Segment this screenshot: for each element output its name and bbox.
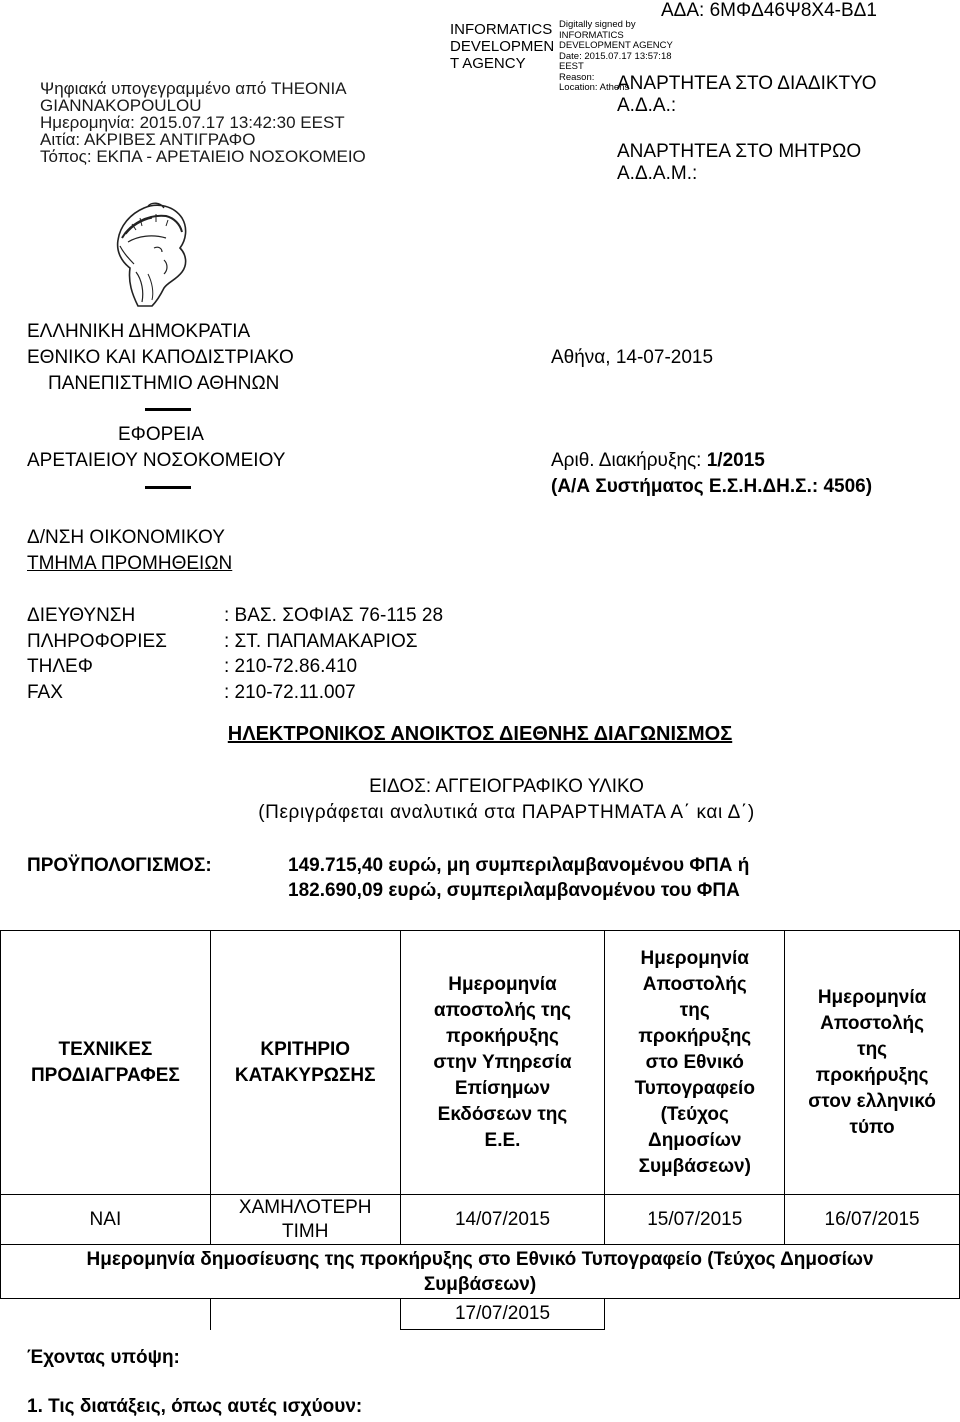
contact-value: : 210-72.11.007: [224, 681, 356, 703]
contact-value: : 210-72.86.410: [224, 656, 358, 677]
contact-value: : ΣΤ. ΠΑΠΑΜΑΚΑΡΙΟΣ: [224, 630, 418, 652]
org-line: ΑΡΕΤΑΙΕΙΟΥ ΝΟΣΟΚΟΜΕΙΟΥ: [27, 450, 286, 471]
contact-label: ΠΛΗΡΟΦΟΡΙΕΣ: [27, 630, 167, 652]
contact-label: ΔΙΕΥΘΥΝΣΗ: [27, 605, 136, 626]
empty-cell: [210, 1299, 400, 1330]
agency-block: [450, 21, 554, 72]
web-posting-code: Α.Δ.Α.:: [617, 95, 677, 116]
signature-line: Αιτία: ΑΚΡΙΒΕΣ ΑΝΤΙΓΡΑΦΟ: [40, 130, 256, 149]
budget-net: 149.715,40 ευρώ, μη συμπεριλαμβανομένου ΦΠΑ ή: [288, 855, 750, 876]
table-header-row: [1, 931, 960, 1195]
digital-line: Date: 2015.07.17 13:57:18: [559, 50, 672, 62]
department: Δ/ΝΣΗ ΟΙΚΟΝΟΜΙΚΟΥ: [27, 527, 225, 548]
university-emblem-icon: [108, 202, 194, 308]
agency-line: INFORMATICS: [450, 21, 553, 38]
table-row: [1, 1245, 960, 1299]
agency-line: T AGENCY: [450, 55, 526, 72]
cell-greek-press-date: 16/07/2015: [785, 1195, 960, 1245]
header-award-criterion: ΚΡΙΤΗΡΙΟ ΚΑΤΑΚΥΡΩΣΗΣ: [210, 931, 400, 1195]
department-section: ΤΜΗΜΑ ΠΡΟΜΗΘΕΙΩΝ: [27, 553, 233, 574]
empty-cell: [605, 1299, 785, 1330]
signature-left: [40, 80, 366, 165]
dates-table: [0, 930, 960, 1330]
budget-gross: 182.690,09 ευρώ, συμπεριλαμβανομένου του ΦΠΑ: [288, 880, 740, 901]
digital-line: EEST: [559, 61, 584, 72]
system-number: (Α/Α Συστήματος Ε.Σ.Η.ΔΗ.Σ.: 4506): [551, 476, 873, 497]
declaration-label: Αριθ. Διακήρυξης:: [551, 450, 707, 471]
digital-line: INFORMATICS: [559, 29, 624, 41]
agency-line: DEVELOPMEN: [450, 38, 555, 55]
org-line: ΠΑΝΕΠΙΣΤΗΜΙΟ ΑΘΗΝΩΝ: [48, 373, 280, 394]
header-greek-press-date: Ημερομηνία Αποστολής της προκήρυξης στον ελληνικό τύπο: [785, 931, 960, 1195]
header-technical-specs: ΤΕΧΝΙΚΕΣ ΠΡΟΔΙΑΓΡΑΦΕΣ: [1, 931, 211, 1195]
signature-line: Ημερομηνία: 2015.07.17 13:42:30 EEST: [40, 113, 345, 132]
header-eu-journal-date: Ημερομηνία αποστολής της προκήρυξης στην Υπηρεσία Επίσημων Εκδόσεων της Ε.Ε.: [400, 931, 605, 1195]
cell-national-printing-date: 15/07/2015: [605, 1195, 785, 1245]
cell-technical-specs: ΝΑΙ: [1, 1195, 211, 1245]
contact-value: : ΒΑΣ. ΣΟΦΙΑΣ 76-115 28: [224, 605, 444, 626]
tender-title: ΗΛΕΚΤΡΟΝΙΚΟΣ ΑΝΟΙΚΤΟΣ ΔΙΕΘΝΗΣ ΔΙΑΓΩΝΙΣΜΟΣ: [227, 723, 733, 745]
registry-posting-code: Α.Δ.Α.Μ.:: [617, 163, 698, 184]
budget-label: ΠΡΟΫΠΟΛΟΓΙΣΜΟΣ:: [27, 855, 212, 876]
considering-heading: Έχοντας υπόψη:: [27, 1347, 180, 1368]
digital-line: Reason:: [559, 71, 595, 83]
digital-line: DEVELOPMENT AGENCY: [559, 40, 673, 51]
divider: [145, 486, 191, 489]
registry-posting-label: ΑΝΑΡΤΗΤΕΑ ΣΤΟ ΜΗΤΡΩΟ: [617, 141, 862, 162]
cell-award-criterion: ΧΑΜΗΛΟΤΕΡΗ ΤΙΜΗ: [210, 1195, 400, 1245]
considering-item: 1. Τις διατάξεις, όπως αυτές ισχύουν:: [27, 1396, 363, 1417]
declaration-value: 1/2015: [706, 450, 765, 471]
publication-label: Ημερομηνία δημοσίευσης της προκήρυξης στο Εθνικό Τυπογραφείο (Τεύχος Δημοσίων Συμβάσεων): [1, 1245, 960, 1299]
signature-line: GIANNAKOPOULOU: [40, 96, 202, 115]
document-date: Αθήνα, 14-07-2015: [551, 347, 714, 368]
empty-cell: [1, 1299, 211, 1330]
digital-line: Location: Athens: [559, 82, 630, 93]
org-line: ΕΘΝΙΚΟ ΚΑΙ ΚΑΠΟΔΙΣΤΡΙΑΚΟ: [27, 347, 294, 368]
signature-line: Ψηφιακά υπογεγραμμένο από THEONIA: [40, 79, 347, 98]
tender-annexes: (Περιγράφεται αναλυτικά στα ΠΑΡΑΡΤΗΜΑΤΑ Α΄ και Δ΄): [258, 802, 755, 823]
tender-title-wrap: [0, 722, 960, 746]
org-line: ΕΦΟΡΕΙΑ: [118, 424, 204, 445]
declaration-number: [551, 450, 765, 472]
web-posting-label: ΑΝΑΡΤΗΤΕΑ ΣΤΟ ΔΙΑΔΙΚΤΥΟ: [617, 73, 877, 94]
cell-eu-journal-date: 14/07/2015: [400, 1195, 605, 1245]
org-line: ΕΛΛΗΝΙΚΗ ΔΗΜΟΚΡΑΤΙΑ: [27, 321, 251, 342]
digital-line: Digitally signed by: [559, 19, 636, 30]
divider: [145, 408, 191, 411]
signature-line: Τόπος: ΕΚΠΑ - ΑΡΕΤΑΙΕΙΟ ΝΟΣΟΚΟΜΕΙΟ: [40, 147, 366, 166]
contact-label: FAX: [27, 681, 63, 703]
tender-type: ΕΙΔΟΣ: ΑΓΓΕΙΟΓΡΑΦΙΚΟ ΥΛΙΚΟ: [369, 776, 644, 797]
contact-label: ΤΗΛΕΦ: [27, 656, 93, 677]
publication-date: 17/07/2015: [400, 1299, 605, 1330]
header-national-printing-date: Ημερομηνία Αποστολής της προκήρυξης στο Εθνικό Τυπογραφείο (Τεύχος Δημοσίων Συμβάσεων): [605, 931, 785, 1195]
table-row: [1, 1299, 960, 1330]
table-row: [1, 1195, 960, 1245]
empty-cell: [785, 1299, 960, 1330]
ada-code: ΑΔΑ: 6ΜΦΔ46Ψ8Χ4-ΒΔ1: [661, 0, 877, 21]
